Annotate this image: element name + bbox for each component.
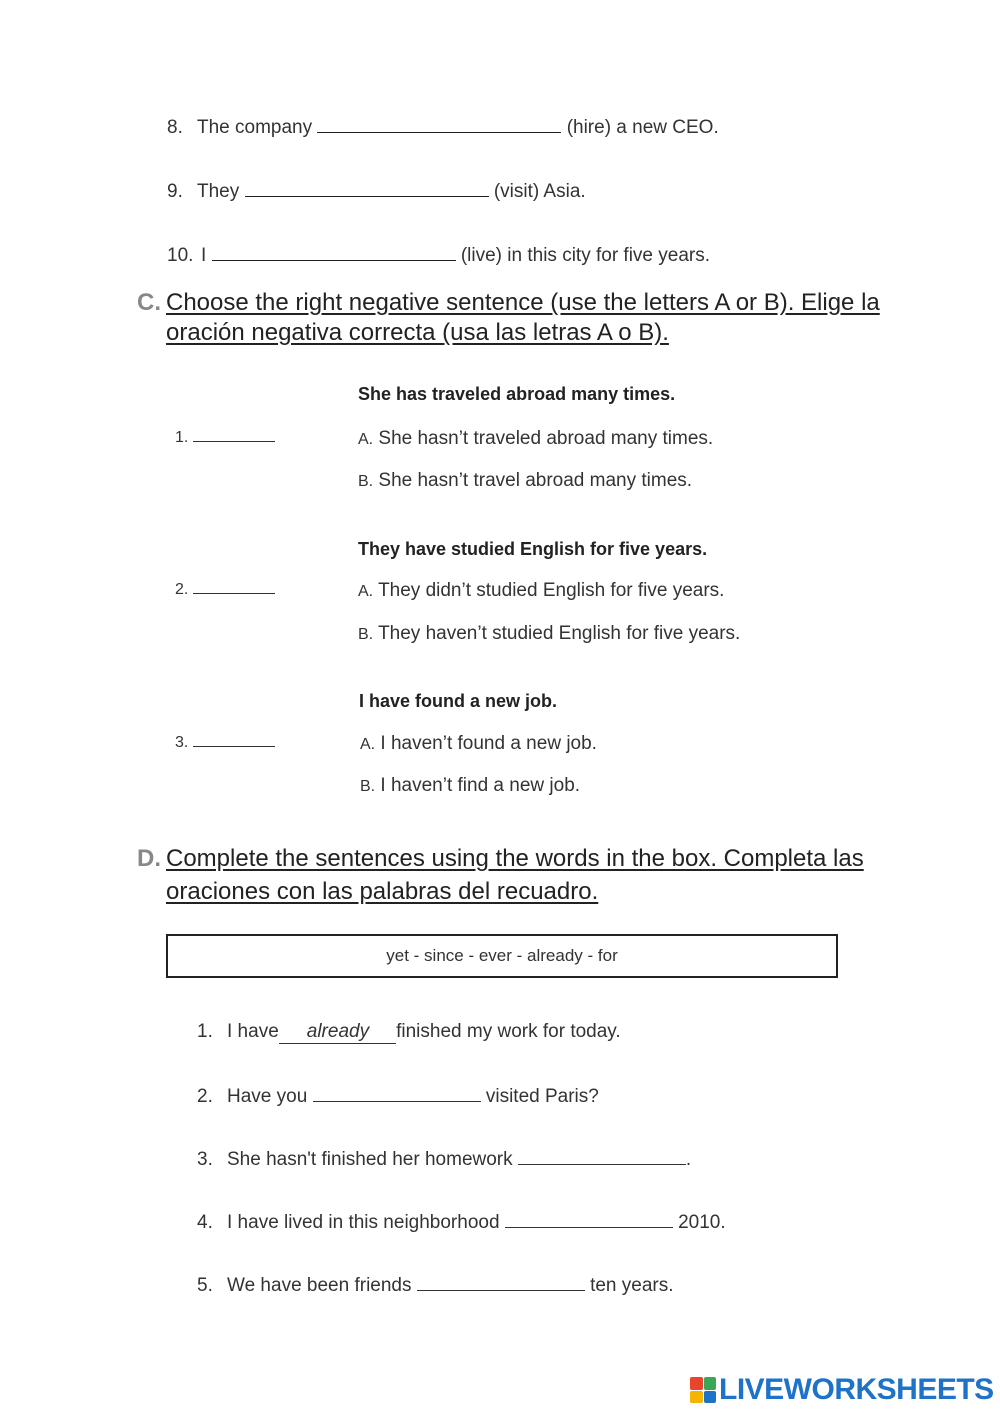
answer-blank[interactable] (193, 733, 275, 747)
b-item-10: 10. I (live) in this city for five years. (167, 241, 710, 267)
d-item-4: 4. I have lived in this neighborhood 2010. (197, 1212, 726, 1233)
answer-slot: 2. (175, 580, 275, 599)
question-prompt: I have found a new job. (359, 691, 558, 711)
question-prompt: They have studied English for five years. (358, 539, 708, 559)
option-b: B. I haven’t find a new job. (360, 775, 581, 796)
filled-answer[interactable]: already (279, 1021, 396, 1044)
d-item-1: 1. I have already finished my work for today. (197, 1021, 621, 1042)
d-item-3: 3. She hasn't finished her homework . (197, 1149, 692, 1170)
liveworksheets-logo (690, 1374, 994, 1406)
option-b: B. She hasn’t travel abroad many times. (358, 470, 693, 491)
answer-blank[interactable] (518, 1147, 686, 1165)
answer-blank[interactable] (417, 1273, 585, 1291)
option-a: A. She hasn’t traveled abroad many times. (358, 428, 714, 449)
b-item-8: 8. The company (hire) a new CEO. (167, 113, 719, 139)
answer-blank[interactable] (313, 1084, 481, 1102)
logo-text: LIVEWORKSHEETS (719, 1373, 994, 1406)
question-prompt: She has traveled abroad many times. (358, 384, 676, 404)
answer-slot: 3. (175, 733, 275, 752)
answer-blank[interactable] (505, 1210, 673, 1228)
answer-slot: 1. (175, 428, 275, 447)
answer-blank[interactable] (212, 241, 456, 261)
word-box: yet - since - ever - already - for (166, 934, 838, 978)
logo-mark-icon (690, 1377, 716, 1403)
answer-blank[interactable] (193, 580, 275, 594)
b-item-9: 9. They (visit) Asia. (167, 177, 586, 203)
answer-blank[interactable] (317, 113, 561, 133)
d-item-2: 2. Have you visited Paris? (197, 1086, 599, 1107)
answer-blank[interactable] (193, 428, 275, 442)
d-item-5: 5. We have been friends ten years. (197, 1275, 674, 1296)
answer-blank[interactable] (245, 177, 489, 197)
option-b: B. They haven’t studied English for five years. (358, 623, 741, 644)
option-a: A. I haven’t found a new job. (360, 733, 597, 754)
option-a: A. They didn’t studied English for five years. (358, 580, 725, 601)
